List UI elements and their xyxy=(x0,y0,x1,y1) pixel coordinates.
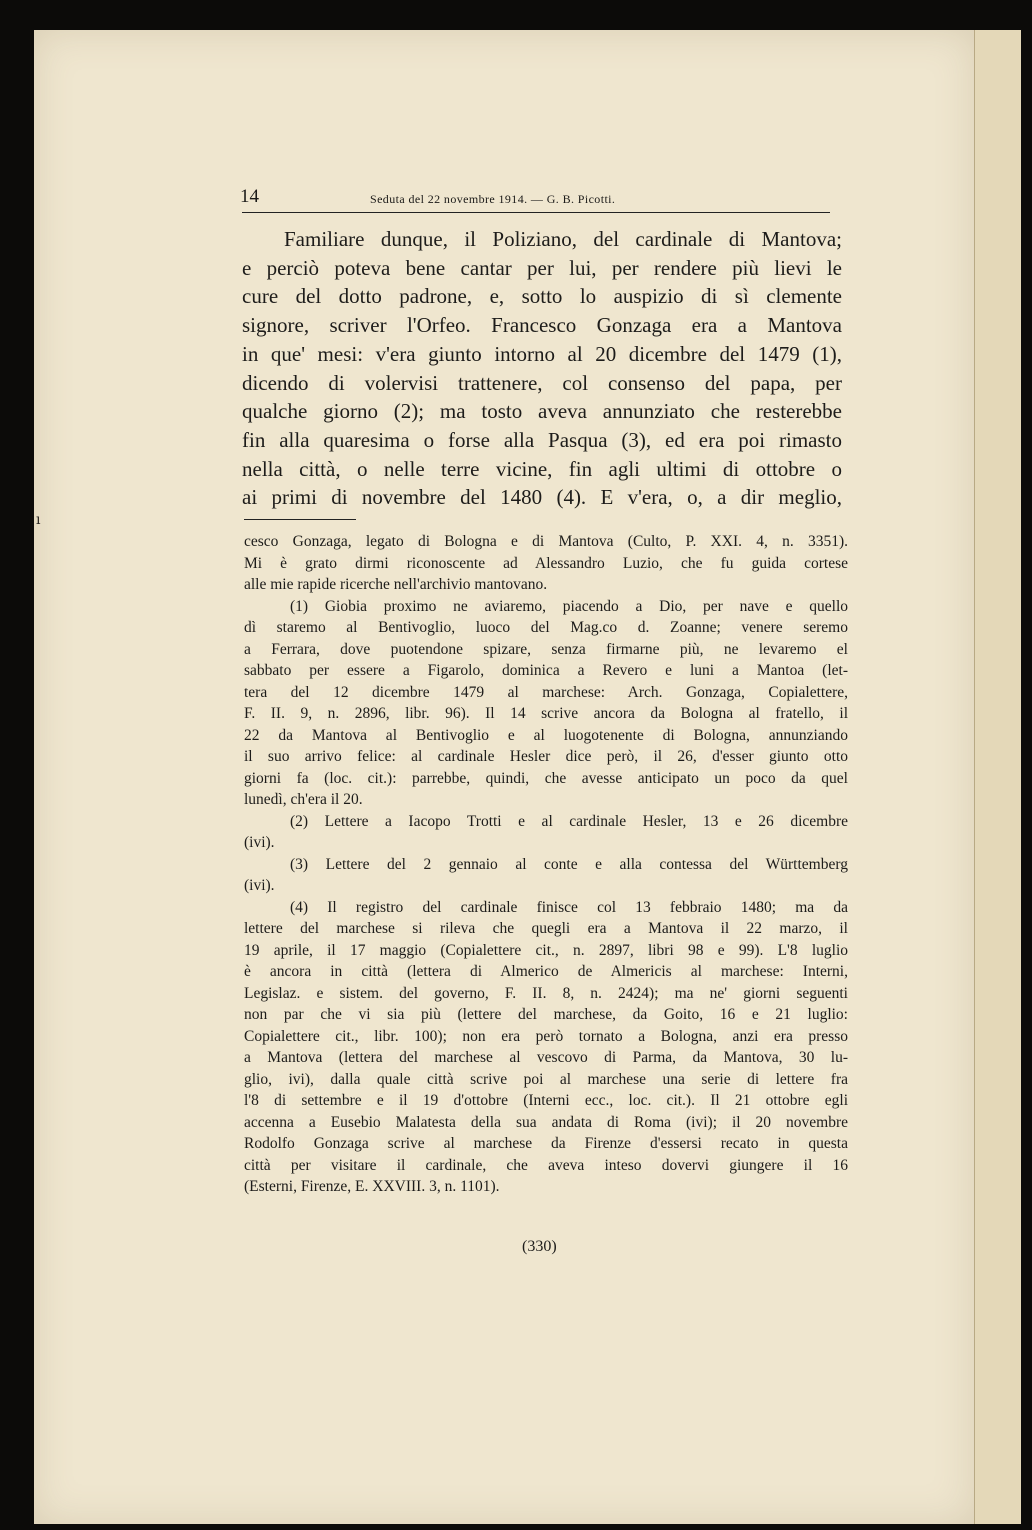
footnote-4-line: Copialettere cit., libr. 100); non era però tornato a Bologna, anzi era presso xyxy=(244,1027,848,1045)
footnote-4-line: accenna a Eusebio Malatesta della sua andata di Roma (ivi); il 20 novembre xyxy=(244,1113,848,1131)
footnote-1-line: sabbato per essere a Figarolo, dominica a Revero e luni a Mantoa (let- xyxy=(244,662,848,679)
margin-mark: ı xyxy=(36,512,41,528)
footnote-2-line: (2) Lettere a Iacopo Trotti e al cardinale Hesler, 13 e 26 dicembre xyxy=(290,812,848,830)
footnote-1-line: giorni fa (loc. cit.): parrebbe, quindi, che avesse anticipato un poco da quel xyxy=(244,769,848,787)
text-line: signore, scriver l'Orfeo. Francesco Gonzaga era a Mantova xyxy=(242,313,842,338)
footnote-1-line: F. II. 9, n. 2896, libr. 96). Il 14 scrive ancora da Bologna al fratello, il xyxy=(244,705,848,722)
footnote-3-line: (3) Lettere del 2 gennaio al conte e alla contessa del Württemberg xyxy=(290,855,848,873)
footnote-1-line: (1) Giobia proximo ne aviaremo, piacendo a Dio, per nave e quello xyxy=(290,597,848,615)
text-line: ai primi di novembre del 1480 (4). E v'era, o, a dir meglio, xyxy=(242,485,842,510)
footnote-line: alle mie rapide ricerche nell'archivio mantovano. xyxy=(244,576,548,593)
footnote-2-line: (ivi). xyxy=(244,834,275,851)
footnote-1-line: il suo arrivo felice: al cardinale Hesler dice però, il 26, d'esser giunto otto xyxy=(244,748,848,765)
footnote-1-line: tera del 12 dicembre 1479 al marchese: Arch. Gonzaga, Copialettere, xyxy=(244,683,848,701)
text-line: dicendo di volervisi trattenere, col consenso del papa, per xyxy=(242,370,842,395)
footnote-4-line: è ancora in città (lettera di Almerico de Almericis al marchese: Interni, xyxy=(244,963,848,980)
text-line: nella città, o nelle terre vicine, fin agli ultimi di ottobre o xyxy=(242,456,842,481)
footnote-4-line: 19 aprile, il 17 maggio (Copialettere cit., n. 2897, libri 98 e 99). L'8 luglio xyxy=(244,941,848,959)
footnote-separator xyxy=(244,519,356,520)
header-rule xyxy=(242,212,830,213)
text-line: fin alla quaresima o forse alla Pasqua (3), ed era poi rimasto xyxy=(242,427,842,452)
footnote-1-line: lunedì, ch'era il 20. xyxy=(244,791,363,808)
footnote-4-line: Rodolfo Gonzaga scrive al marchese da Firenze d'essersi recato in questa xyxy=(244,1135,848,1152)
text-line: qualche giorno (2); ma tosto aveva annunziato che resterebbe xyxy=(242,399,842,424)
footnote-4-line: città per visitare il cardinale, che aveva inteso dovervi giungere il 16 xyxy=(244,1156,848,1174)
footnote-4-line: glio, ivi), dalla quale città scrive poi al marchese una serie di lettere fra xyxy=(244,1070,848,1088)
footnote-1-line: dì staremo al Bentivoglio, luoco del Mag.co d. Zoanne; venere seremo xyxy=(244,619,848,636)
footnote-4-line: (4) Il registro del cardinale finisce col 13 febbraio 1480; ma da xyxy=(290,898,848,916)
footnote-4-line: (Esterni, Firenze, E. XXVIII. 3, n. 1101). xyxy=(244,1178,500,1195)
footnote-line: cesco Gonzaga, legato di Bologna e di Mantova (Culto, P. XXI. 4, n. 3351). xyxy=(244,533,848,550)
footnote-1-line: 22 da Mantova al Bentivoglio e al luogotenente di Bologna, annunziando xyxy=(244,726,848,744)
footnote-4-line: Legislaz. e sistem. del governo, F. II. 8, n. 2424); ma ne' giorni seguenti xyxy=(244,984,848,1002)
running-head: Seduta del 22 novembre 1914. — G. B. Picotti. xyxy=(370,192,616,206)
footnote-line: Mi è grato dirmi riconoscente ad Alessandro Luzio, che fu guida cortese xyxy=(244,554,848,572)
footnote-4-line: lettere del marchese si rileva che quegli era a Mantova il 22 marzo, il xyxy=(244,920,848,937)
footnote-1-line: a Ferrara, dove puotendone spizare, senza firmarne più, ne levaremo el xyxy=(244,640,848,658)
print-page-number: (330) xyxy=(522,1238,557,1255)
main-paragraph xyxy=(242,225,842,512)
footnotes xyxy=(244,531,848,1198)
footnote-3-line: (ivi). xyxy=(244,877,275,894)
next-page-edge xyxy=(974,30,1021,1524)
text-line: Familiare dunque, il Poliziano, del cardinale di Mantova; xyxy=(284,227,842,251)
footnote-4-line: non par che vi sia più (lettere del marchese, da Goito, 16 e 21 luglio: xyxy=(244,1006,848,1023)
text-line: e perciò poteva bene cantar per lui, per rendere più lievi le xyxy=(242,255,842,280)
text-line: cure del dotto padrone, e, sotto lo auspizio di sì clemente xyxy=(242,284,842,309)
footnote-4-line: a Mantova (lettera del marchese al vescovo di Parma, da Mantova, 30 lu- xyxy=(244,1049,848,1066)
page-number: 14 xyxy=(240,186,259,207)
footnote-4-line: l'8 di settembre e il 19 d'ottobre (Interni ecc., loc. cit.). Il 21 ottobre egli xyxy=(244,1092,848,1109)
text-line: in que' mesi: v'era giunto intorno al 20 dicembre del 1479 (1), xyxy=(242,341,842,366)
